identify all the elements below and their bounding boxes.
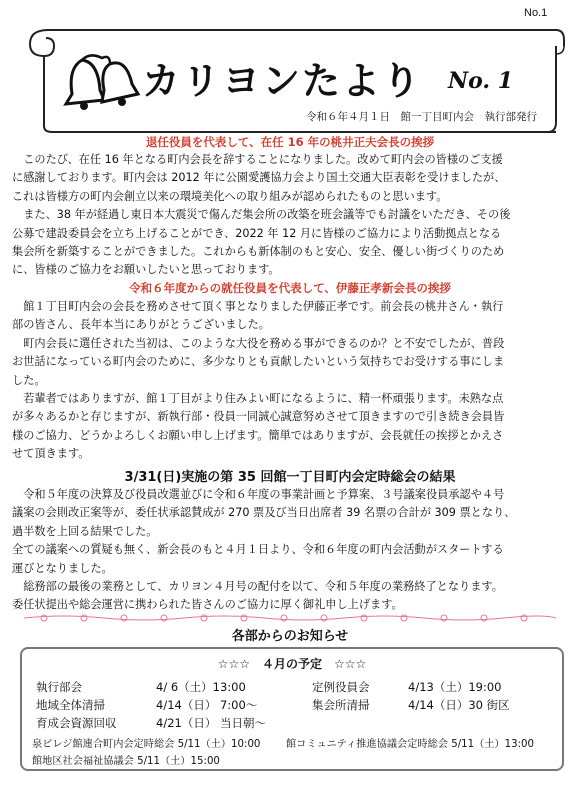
schedule-footer-line: 館コミュニティ推進協議会定時総会 5/11（土）13:00 [286, 739, 535, 750]
section3-line: 全ての議案への質疑も無く、新会長のもと４月１日より、令和６年度の町内会活動がスタートする [12, 543, 504, 557]
section3-body [12, 486, 568, 615]
event-date: 4/21（日） 当日朝～ [156, 716, 266, 730]
section2-line: した。 [12, 373, 46, 387]
event-date: 4/13（土）19:00 [408, 680, 502, 694]
section1-heading: 退任役員を代表して、在任 16 年の桃井正夫会長の挨拶 [145, 135, 435, 149]
section3-heading: 3/31(日)実施の第 35 回館一丁目町内会定時総会の結果 [124, 470, 456, 485]
section1-line: このたび、在任 16 年となる町内会長を辞することになりました。改めて町内会の皆様のご支援 [12, 153, 503, 166]
section3-line: 委任状提出や総会運営に携わられた皆さんのご協力に厚く御礼申し上げます。 [12, 598, 403, 612]
section1-line: 集会所を新築することができました。これからも新体制のもと安心、安全、優しい街づくりのため [12, 245, 505, 259]
event-date: 4/ 6（土）13:00 [156, 680, 246, 694]
section1-line: に感謝しております。町内会は 2012 年に公園愛護協力会より国土交通大臣表彰を受けましたが、 [12, 171, 506, 185]
section2-line: が多々あるかと存じますが、新執行部・役員一同誠心誠意努めさせて頂きますので引き続き会員皆 [12, 410, 505, 424]
section1-line: 公募で建設委員会を立ち上げることができ、2022 年 12 月に皆様のご協力により活動拠点となる [12, 226, 502, 240]
section2-line: 若輩者ではありますが、館１丁目がより住みよい町になるように、精一杯頑張ります。未熟な点 [12, 392, 504, 406]
section2-line: せて頂きます。 [12, 447, 90, 461]
masthead-number: No. 1 [448, 68, 514, 94]
event-name: 地域全体清掃 [36, 698, 105, 712]
section3-line: 議案の会則改正案等が、委任状承認賛成が 270 票及び当日出席者 39 名票の合計が 309 票となり、 [12, 506, 516, 520]
section3-line: 令和５年度の決算及び役員改選並びに令和６年度の事業計画と予算案、３号議案役員承認や４号 [12, 488, 505, 501]
section2-heading: 令和６年度からの就任役員を代表して、伊藤正孝新会長の挨拶 [129, 281, 451, 295]
schedule-title: ☆☆☆ ４月の予定 ☆☆☆ [217, 657, 367, 671]
section2-line: 町内会長に選任された当初は、このような大役を務める事ができるのか？と不安でしたが、普段 [12, 336, 505, 350]
section3-line: 総務部の最後の業務として、カリヨン４月号の配付を以て、令和５年度の業務終了となります。 [12, 580, 503, 594]
section3-line: 過半数を上回る結果でした。 [12, 524, 158, 538]
masthead-title: カリヨンたより [142, 59, 423, 103]
flower-divider [24, 612, 556, 624]
section1-body [12, 151, 568, 280]
section2-line: 部の皆さん、長年本当にありがとうございました。 [12, 318, 270, 332]
schedule-footer-line: 館地区社会福祉協議会 5/11（土）15:00 [32, 756, 220, 767]
section2-body [12, 298, 568, 464]
section1-line: また、38 年が経過し東日本大震災で傷んだ集会所の改築を班会議等でも討議をいただき、その後 [12, 208, 511, 222]
event-date: 4/14（日）30 街区 [408, 698, 510, 712]
schedule-box [20, 647, 564, 771]
section2-line: お世話になっている町内会のために、多少なりとも貢献したいという気持ちでお受けする事にしま [12, 355, 505, 369]
section3-line: 運びとなりました。 [12, 561, 113, 575]
event-date: 4/14（日） 7:00～ [156, 698, 258, 712]
event-name: 執行部会 [36, 680, 82, 694]
bells-icon [62, 50, 140, 116]
notice-heading: 各部からのお知らせ [231, 629, 349, 644]
event-name: 定例役員会 [312, 680, 370, 694]
issue-date-line: 令和６年４月１日 館一丁目町内会 執行部発行 [306, 111, 537, 123]
section2-line: 様のご協力、どうかよろしくお願い申し上げます。簡単ではありますが、会長就任の挨拶とかえさ [12, 428, 504, 442]
section2-line: 館１丁目町内会の会長を務めさせて頂く事となりました伊藤正孝です。前会長の桃井さん・執行 [12, 300, 504, 313]
schedule-footer-line: 泉ビレジ館連合町内会定時総会 5/11（土）10:00 [32, 739, 261, 750]
event-name: 集会所清掃 [312, 698, 370, 712]
issue-number: No.1 [524, 7, 548, 19]
section1-line: に、皆様のご協力をお願いしたいと思っております。 [12, 263, 280, 277]
event-name: 育成会資源回収 [36, 716, 117, 730]
section1-line: これは皆様方の町内会創立以来の環境美化への取り組みが認められたものと思います。 [12, 189, 448, 203]
